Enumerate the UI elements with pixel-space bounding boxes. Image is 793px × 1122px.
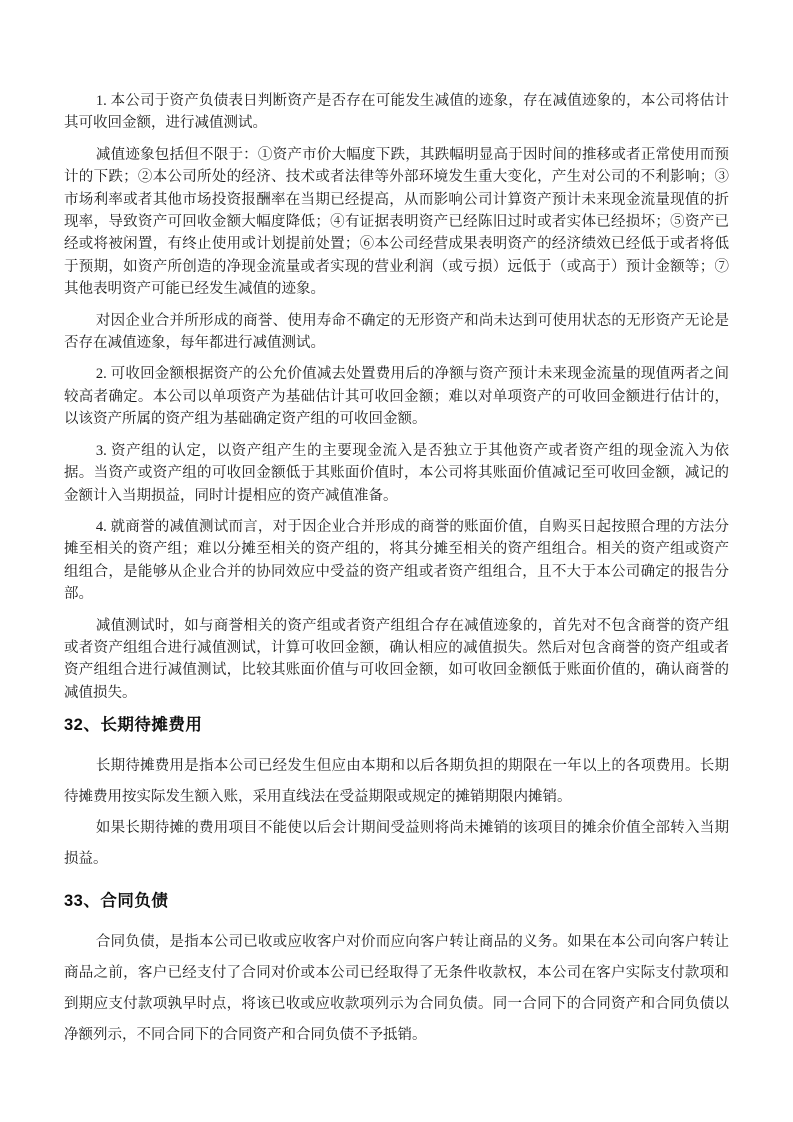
- paragraph-impairment-judgment: 1. 本公司于资产负债表日判断资产是否存在可能发生减值的迹象，存在减值迹象的，本公司将估计其可收回金额，进行减值测试。: [64, 93, 729, 132]
- paragraph-goodwill-impairment-test: 减值测试时，如与商誉相关的资产组或者资产组组合存在减值迹象的，首先对不包含商誉的资产组或者资产组组合进行减值测试，计算可收回金额，确认相应的减值损失。然后对包含商誉的资产组或者资产组组合进行减值测试，比较其账面价值与可收回金额，如可收回金额低于账面价值的，确认商誉的减值损失。: [64, 617, 729, 701]
- paragraph-goodwill-allocation: 4. 就商誉的减值测试而言，对于因企业合并形成的商誉的账面价值，自购买日起按照合理的方法分摊至相关的资产组；难以分摊至相关的资产组的，将其分摊至相关的资产组组合。相关的资产组或资产组组合，是能够从企业合并的协同效应中受益的资产组或者资产组组合，且不大于本公司确定的报告分部。: [64, 518, 729, 603]
- paragraph-asset-group-recognition: 3. 资产组的认定，以资产组产生的主要现金流入是否独立于其他资产或者资产组的现金流入为依据。当资产或资产组的可收回金额低于其账面价值时，本公司将其账面价值减记至可收回金额，减记的金额计入当期损益，同时计提相应的资产减值准备。: [64, 442, 729, 504]
- section-heading-33-contract-liabilities: 33、合同负债: [64, 892, 169, 911]
- paragraph-goodwill-annual-test: 对因企业合并所形成的商誉、使用寿命不确定的无形资产和尚未达到可使用状态的无形资产无论是否存在减值迹象，每年都进行减值测试。: [64, 312, 729, 352]
- paragraph-ltde-writeoff: 如果长期待摊的费用项目不能使以后会计期间受益则将尚未摊销的该项目的摊余价值全部转入当期损益。: [64, 820, 729, 868]
- paragraph-impairment-indicators: 减值迹象包括但不限于：①资产市价大幅度下跌，其跌幅明显高于因时间的推移或者正常使用而预计的下跌；②本公司所处的经济、技术或者法律等外部环境发生重大变化，产生对公司的不利影响；③市场利率或者其他市场投资报酬率在当期已经提高，从而影响公司计算资产预计未来现金流量现值的折现率，导致资产可回收金额大幅度降低；④有证据表明资产已经陈旧过时或者实体已经损坏；⑤资产已经或将被闲置，有终止使用或计划提前处置；⑥本公司经营成果表明资产的经济绩效已经低于或者将低于预期，如资产所创造的净现金流量或者实现的营业利润（或亏损）远低于（或高于）预计金额等；⑦其他表明资产可能已经发生减值的迹象。: [64, 146, 729, 298]
- paragraph-ltde-definition: 长期待摊费用是指本公司已经发生但应由本期和以后各期负担的期限在一年以上的各项费用。长期待摊费用按实际发生额入账，采用直线法在受益期限或规定的摊销期限内摊销。: [64, 758, 729, 806]
- section-heading-32-long-term-deferred-expenses: 32、长期待摊费用: [64, 716, 203, 735]
- paragraph-recoverable-amount: 2. 可收回金额根据资产的公允价值减去处置费用后的净额与资产预计未来现金流量的现值两者之间较高者确定。本公司以单项资产为基础估计其可收回金额；难以对单项资产的可收回金额进行估计的，以该资产所属的资产组为基础确定资产组的可收回金额。: [64, 366, 729, 428]
- paragraph-contract-liability-definition: 合同负债，是指本公司已收或应收客户对价而应向客户转让商品的义务。如果在本公司向客户转让商品之前，客户已经支付了合同对价或本公司已经取得了无条件收款权，本公司在客户实际支付款项和到期应支付款项孰早时点，将该已收或应收款项列示为合同负债。同一合同下的合同资产和合同负债以净额列示，不同合同下的合同资产和合同负债不予抵销。: [64, 934, 729, 1044]
